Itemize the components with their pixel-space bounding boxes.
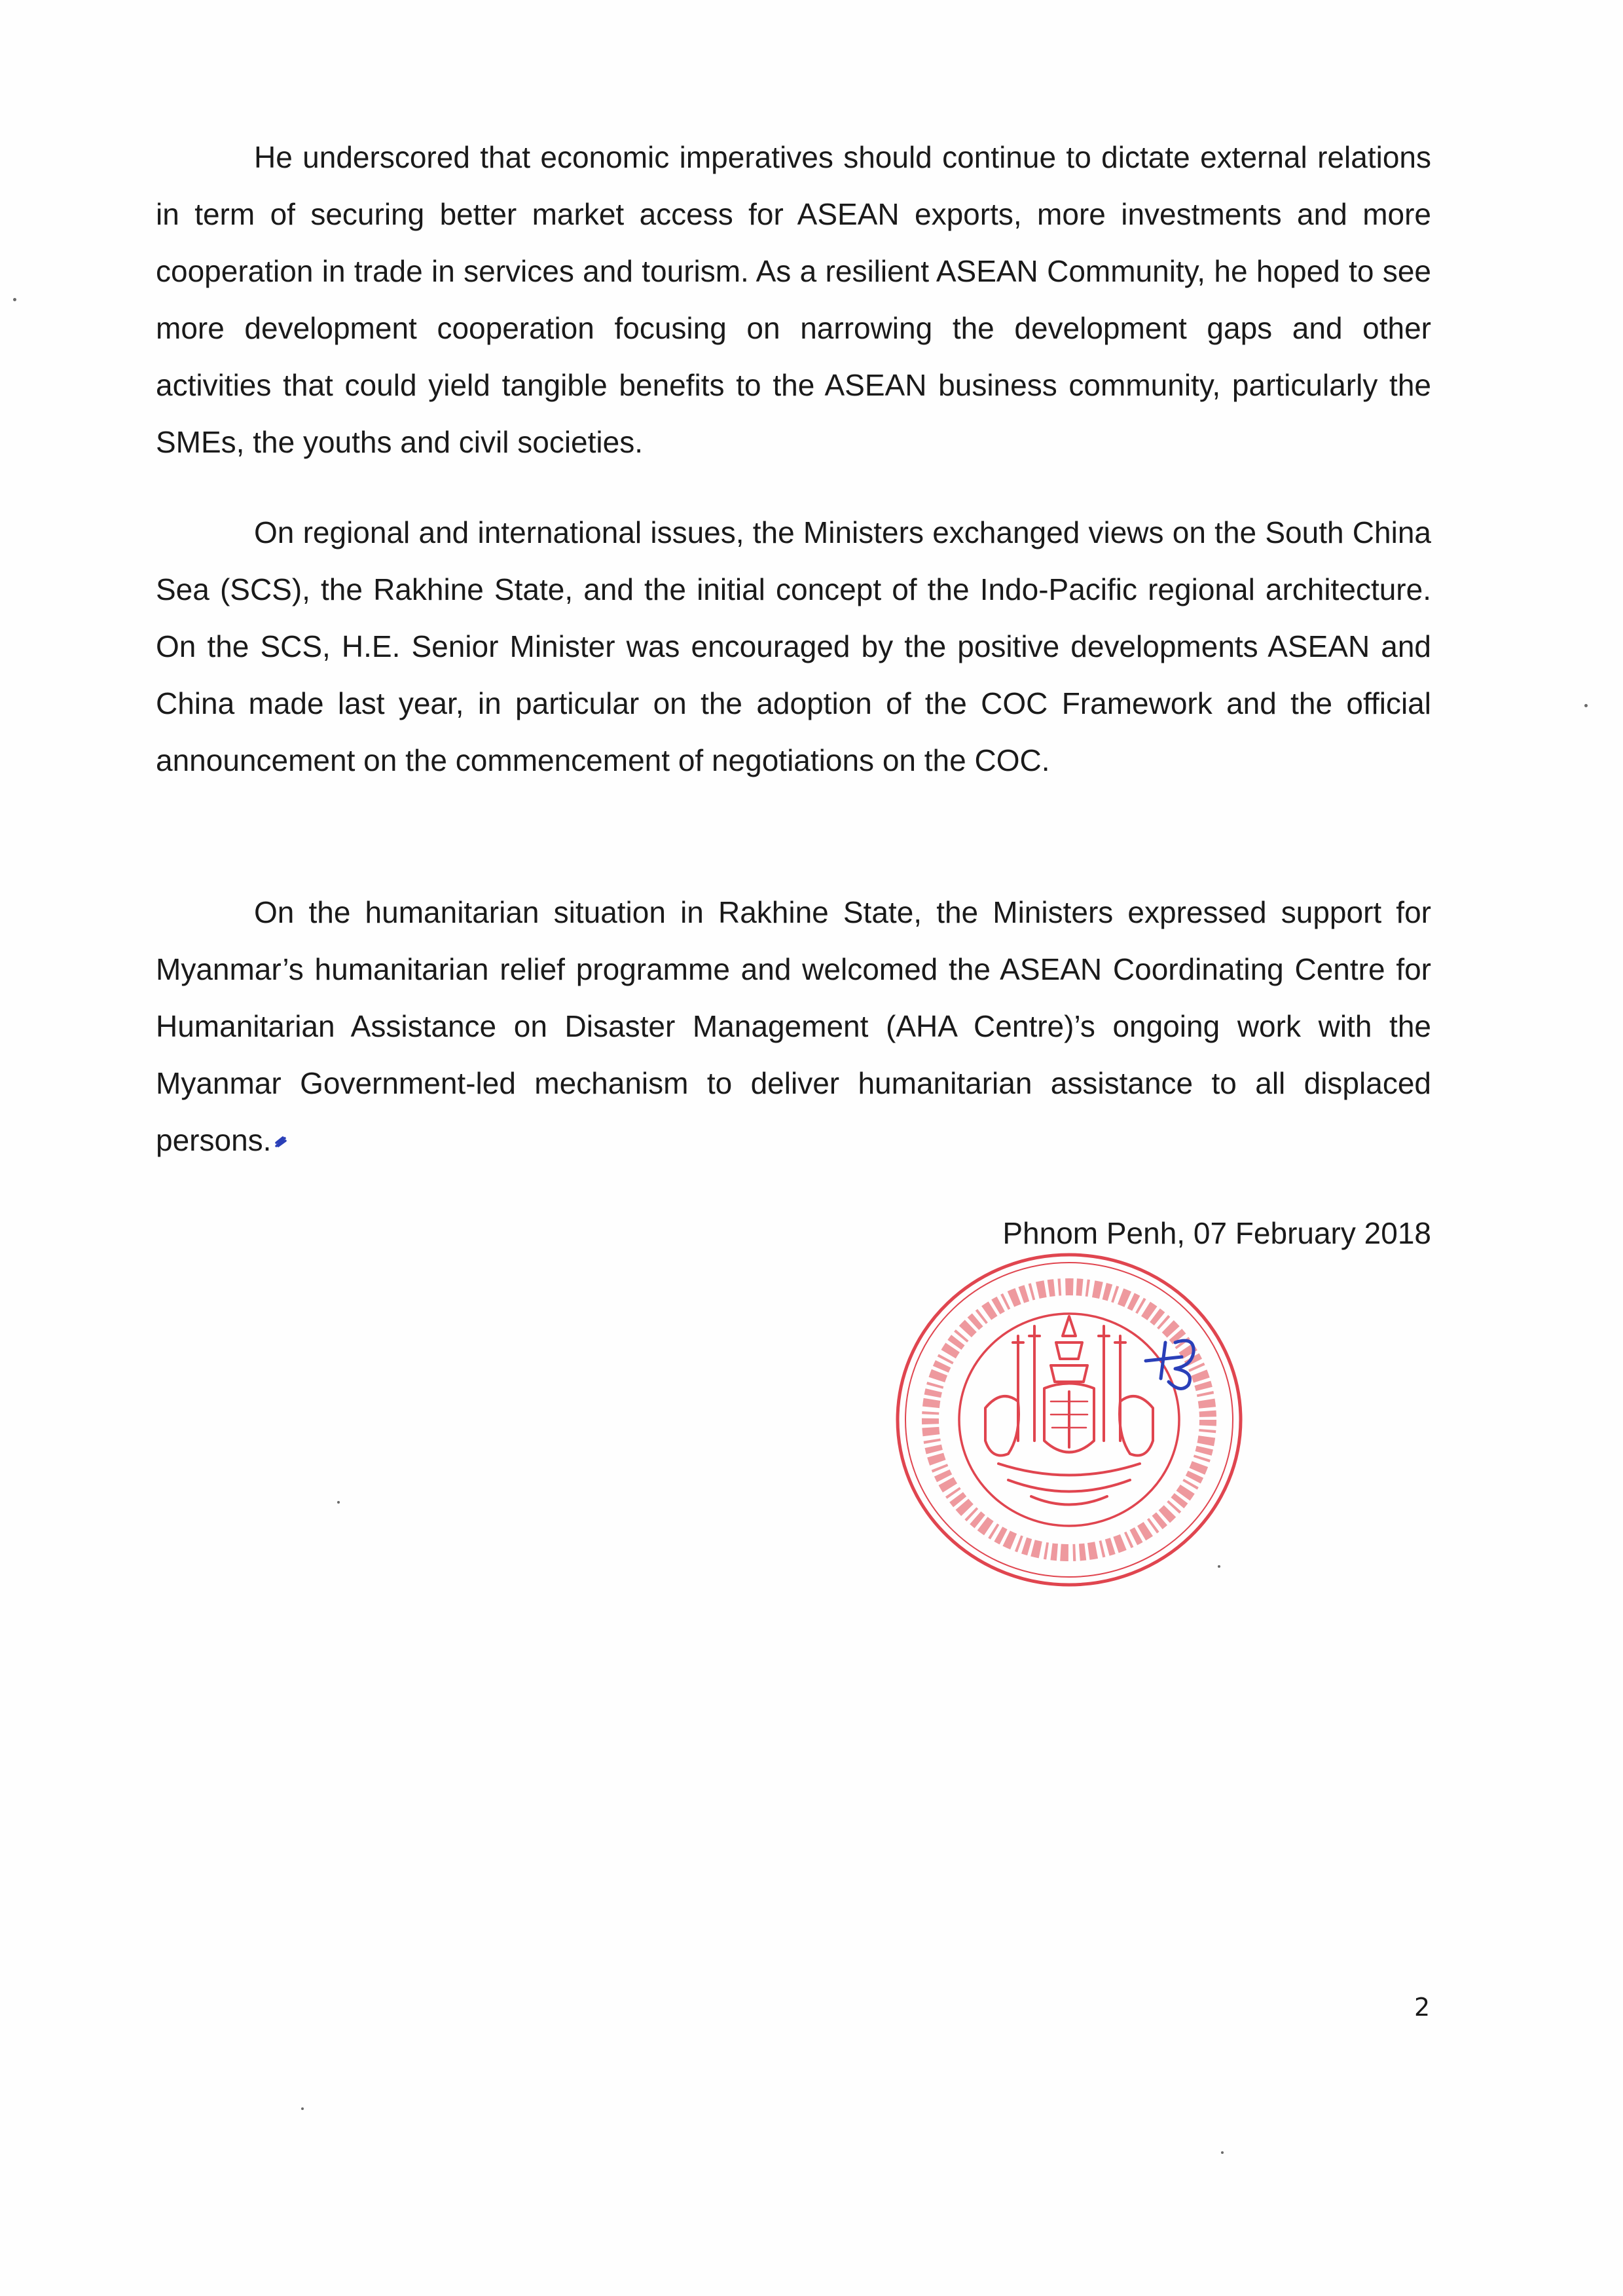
scan-speck <box>1221 2151 1224 2154</box>
paragraph-rakhine-humanitarian <box>156 884 1431 1169</box>
official-seal-icon <box>887 1244 1254 1598</box>
paragraph-economic-imperatives: He underscored that economic imperatives should continue to dictate external relations in term of securing better market access for ASEAN exports, more investments and more cooperation in trade in services and tourism. As a resilient ASEAN Community, he hoped to see more development cooperation focusing on narrowing the development gaps and other activities that could yield tangible benefits to the ASEAN business community, particularly the SMEs, the youths and civil societies. <box>156 140 1431 459</box>
scan-speck <box>337 1501 340 1504</box>
end-mark-icon <box>274 1135 288 1149</box>
paragraph-regional-issues: On regional and international issues, the Ministers exchanged views on the South China Sea (SCS), the Rakhine State, and the initial concept of the Indo-Pacific regional architecture. On the SCS, H.E. Senior Minister was encouraged by the positive developments ASEAN and China made last year, in particular on the adoption of the COC Framework and the official announcement on the commencement of negotiations on the COC. <box>156 515 1431 777</box>
scan-speck <box>13 298 16 301</box>
scan-speck <box>301 2107 304 2110</box>
page-number: 2 <box>1414 1993 1431 2022</box>
place-and-date: Phnom Penh, 07 February 2018 <box>1002 1216 1431 1250</box>
paragraph-rakhine-text: On the humanitarian situation in Rakhine State, the Ministers expressed support for Myanmar’s humanitarian relief programme and welcomed the ASEAN Coordinating Centre for Humanitarian Assistance on Disaster Management (AHA Centre)’s ongoing work with the Myanmar Government-led mechanism to deliver humanitarian assistance to all displaced persons. <box>156 895 1431 1157</box>
scan-speck <box>1584 704 1588 707</box>
